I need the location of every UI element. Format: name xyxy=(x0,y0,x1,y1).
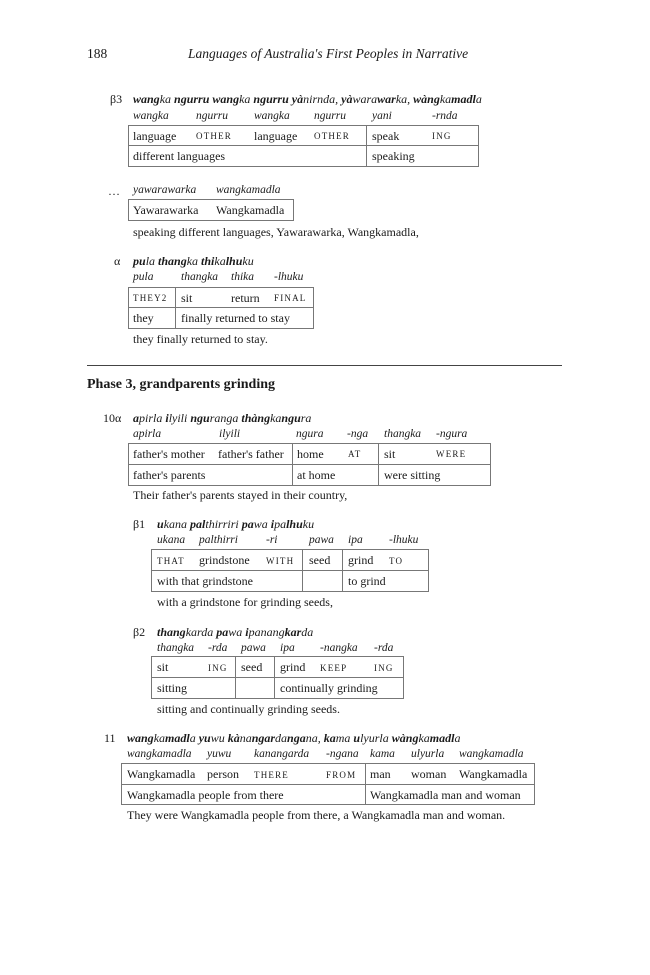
table-divider xyxy=(121,784,534,785)
clause-label: 11 xyxy=(104,731,116,745)
source-word: thikalhuku xyxy=(201,254,254,268)
morpheme: kanangarda xyxy=(254,748,310,760)
morpheme: palthirri xyxy=(199,534,238,546)
morpheme: yani xyxy=(372,110,392,122)
morpheme: wangka xyxy=(254,110,290,122)
gloss-grammatical: FINAL xyxy=(274,293,307,303)
table-divider xyxy=(128,307,313,308)
gloss-grammatical: THAT xyxy=(157,556,185,566)
source-line xyxy=(133,92,482,107)
table-divider xyxy=(175,287,176,328)
gloss: language xyxy=(254,129,298,143)
morpheme: ipa xyxy=(348,534,363,546)
table-divider xyxy=(151,677,403,678)
morpheme: ngurru xyxy=(196,110,228,122)
combined-gloss: were sitting xyxy=(384,468,441,482)
morpheme: ngura xyxy=(296,428,324,440)
free-translation: with a grindstone for grinding seeds, xyxy=(157,595,333,609)
clause-label: β3 xyxy=(110,92,123,106)
gloss: man xyxy=(370,767,391,781)
source-word: thangka xyxy=(158,254,199,268)
combined-gloss: continually grinding xyxy=(280,681,378,695)
source-line xyxy=(157,517,314,532)
clause-label: 10α xyxy=(103,411,122,425)
clause-label: β1 xyxy=(133,517,146,531)
morpheme: wangkamadla xyxy=(216,184,281,196)
combined-gloss: with that grindstone xyxy=(157,574,253,588)
gloss-grammatical: AT xyxy=(348,449,362,459)
morpheme: ilyili xyxy=(219,428,241,440)
combined-gloss: father's parents xyxy=(133,468,206,482)
table-divider xyxy=(151,570,428,571)
combined-gloss: at home xyxy=(297,468,336,482)
gloss: grind xyxy=(280,660,306,674)
table-divider xyxy=(366,125,367,166)
source-word: ipalhuku xyxy=(270,517,315,531)
morpheme: pawa xyxy=(309,534,334,546)
morpheme: yawarawarka xyxy=(133,184,197,196)
source-word: pula xyxy=(133,254,156,268)
gloss: sit xyxy=(181,291,193,305)
combined-gloss: they xyxy=(133,311,154,325)
morpheme: pawa xyxy=(241,642,266,654)
gloss-grammatical: THERE xyxy=(254,770,289,780)
source-word: ipanangkarda xyxy=(245,625,314,639)
morpheme: pula xyxy=(133,271,154,283)
morpheme: -ngana xyxy=(326,748,359,760)
source-word: kànangardangana, xyxy=(227,731,321,745)
source-word: wangkamadla xyxy=(127,731,196,745)
combined-gloss: speaking xyxy=(372,149,415,163)
gloss: Wangkamadla xyxy=(216,203,285,217)
source-word: apirla xyxy=(133,411,163,425)
gloss-grammatical: ING xyxy=(208,663,228,673)
morpheme: ngurru xyxy=(314,110,346,122)
morpheme: -nangka xyxy=(320,642,358,654)
source-word: pawa xyxy=(216,625,243,639)
gloss: Yawarawarka xyxy=(133,203,199,217)
gloss: father's father xyxy=(218,447,284,461)
free-translation: speaking different languages, Yawarawarka, Wangkamadla, xyxy=(133,225,419,239)
combined-gloss: different languages xyxy=(133,149,226,163)
combined-gloss: Wangkamadla man and woman xyxy=(370,788,521,802)
gloss: seed xyxy=(241,660,263,674)
source-line xyxy=(127,731,460,746)
gloss: sit xyxy=(157,660,169,674)
source-line xyxy=(133,411,311,426)
gloss: return xyxy=(231,291,260,305)
section-heading: Phase 3, grandparents grinding xyxy=(87,377,275,392)
source-word: wàngkamadla xyxy=(413,92,482,106)
gloss: home xyxy=(297,447,324,461)
table-divider xyxy=(342,549,343,591)
gloss: language xyxy=(133,129,177,143)
morpheme: wangka xyxy=(133,110,169,122)
table-divider xyxy=(292,443,293,485)
free-translation: They were Wangkamadla people from there, a Wangkamadla man and woman. xyxy=(127,808,506,822)
gloss-grammatical: FROM xyxy=(326,770,357,780)
morpheme: thangka xyxy=(157,642,195,654)
morpheme: -rnda xyxy=(432,110,458,122)
gloss: speak xyxy=(372,129,400,143)
morpheme: wangkamadla xyxy=(127,748,192,760)
morpheme: thika xyxy=(231,271,254,283)
morpheme: -lhuku xyxy=(274,271,304,283)
source-word: yuwu xyxy=(198,731,225,745)
table-divider xyxy=(128,145,478,146)
gloss-grammatical: WERE xyxy=(436,449,467,459)
source-word: pawa xyxy=(241,517,268,531)
morpheme: yuwu xyxy=(207,748,232,760)
clause-label: … xyxy=(108,184,120,198)
source-word: wangka xyxy=(133,92,172,106)
gloss: seed xyxy=(309,553,331,567)
source-word: palthirriri xyxy=(190,517,239,531)
combined-gloss: sitting xyxy=(157,681,188,695)
page-number: 188 xyxy=(87,46,108,61)
gloss: Wangkamadla xyxy=(459,767,528,781)
gloss-grammatical: THEY2 xyxy=(133,293,168,303)
source-word: yànirnda, xyxy=(291,92,339,106)
source-word: wangka xyxy=(212,92,251,106)
table-divider xyxy=(128,464,490,465)
morpheme: -ri xyxy=(266,534,278,546)
table-divider xyxy=(235,656,236,698)
clause-label: β2 xyxy=(133,625,146,639)
gloss: woman xyxy=(411,767,447,781)
morpheme: -ngura xyxy=(436,428,468,440)
free-translation: Their father's parents stayed in their country, xyxy=(133,488,348,502)
gloss: grindstone xyxy=(199,553,250,567)
gloss-grammatical: OTHER xyxy=(314,131,350,141)
gloss-grammatical: TO xyxy=(389,556,404,566)
source-word: thàngkangura xyxy=(241,411,312,425)
free-translation: sitting and continually grinding seeds. xyxy=(157,702,340,716)
morpheme: ukana xyxy=(157,534,186,546)
clause-label: α xyxy=(114,254,121,268)
gloss-grammatical: KEEP xyxy=(320,663,348,673)
combined-gloss: to grind xyxy=(348,574,386,588)
morpheme: ulyurla xyxy=(411,748,445,760)
free-translation: they finally returned to stay. xyxy=(133,332,268,346)
source-line xyxy=(157,625,313,640)
morpheme: -rda xyxy=(374,642,394,654)
gloss-grammatical: WITH xyxy=(266,556,295,566)
source-word: ngurru xyxy=(174,92,210,106)
morpheme: ipa xyxy=(280,642,295,654)
gloss: Wangkamadla xyxy=(127,767,196,781)
gloss-grammatical: OTHER xyxy=(196,131,232,141)
source-word: kama xyxy=(323,731,351,745)
table-divider xyxy=(302,549,303,591)
gloss-grammatical: ING xyxy=(432,131,452,141)
morpheme: kama xyxy=(370,748,395,760)
gloss: sit xyxy=(384,447,396,461)
morpheme: thangka xyxy=(181,271,219,283)
source-word: nguranga xyxy=(190,411,239,425)
section-divider xyxy=(87,365,562,366)
source-word: ilyili xyxy=(165,411,188,425)
morpheme: wangkamadla xyxy=(459,748,524,760)
combined-gloss: Wangkamadla people from there xyxy=(127,788,284,802)
gloss-grammatical: ING xyxy=(374,663,394,673)
gloss: grind xyxy=(348,553,374,567)
source-word: ukana xyxy=(157,517,188,531)
source-line xyxy=(133,254,254,269)
combined-gloss: finally returned to stay xyxy=(181,311,290,325)
gloss: person xyxy=(207,767,239,781)
gloss: father's mother xyxy=(133,447,205,461)
table-divider xyxy=(274,656,275,698)
source-word: yàwarawarka, xyxy=(341,92,411,106)
table-divider xyxy=(365,763,366,804)
source-word: wàngkamadla xyxy=(391,731,461,745)
source-word: ngurru xyxy=(253,92,289,106)
morpheme: -lhuku xyxy=(389,534,419,546)
morpheme: -rda xyxy=(208,642,228,654)
morpheme: apirla xyxy=(133,428,162,440)
running-title: Languages of Australia's First Peoples in Narrative xyxy=(188,46,469,61)
source-word: thangkarda xyxy=(157,625,214,639)
table-divider xyxy=(378,443,379,485)
morpheme: -nga xyxy=(347,428,369,440)
source-word: ulyurla xyxy=(353,731,389,745)
morpheme: thangka xyxy=(384,428,422,440)
